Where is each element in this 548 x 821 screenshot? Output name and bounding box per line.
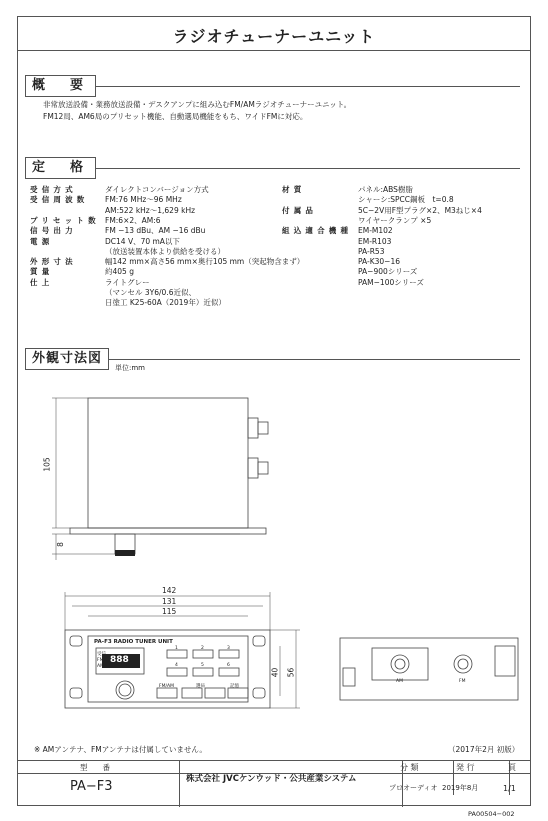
category-value: プロオーディオ (389, 784, 438, 792)
category-header: 分 類 (400, 763, 419, 772)
spec-value: PA-K30−16 (358, 257, 401, 267)
front-rec-label: 受信 (97, 652, 106, 657)
spec-value: PA-R53 (358, 246, 385, 256)
spec-value: （放送装置本体より供給を受ける） (105, 246, 225, 256)
spec-label: 材質 (282, 185, 306, 194)
front-fmam-label: FM/AM (159, 684, 174, 689)
overview-heading: 概 要 (25, 75, 96, 97)
spec-value: シャーシ:SPCC鋼板 t=0.8 (358, 195, 454, 205)
page-header: 頁 (508, 763, 516, 772)
preset-num-1: 1 (175, 646, 178, 651)
spec-label: 質量 (30, 267, 54, 277)
preset-num-6: 6 (227, 663, 230, 668)
spec-label: 外形寸法 (30, 257, 77, 267)
front-fm-label: FM (97, 658, 104, 663)
spec-label: 受信周波数 (30, 195, 89, 205)
model-header: 型 番 (80, 763, 110, 772)
dim-131: 131 (162, 597, 177, 606)
overview-line-1: 非常放送設備・業務放送設備・デスクアンプに組み込むFM/AMラジオチューナーユニット。 (43, 100, 352, 109)
company-name: 株式会社 JVCケンウッド・公共産業システム (186, 774, 357, 784)
spec-value: 日塗工 K25-60A（2019年）近似） (105, 298, 226, 308)
dim-115: 115 (162, 607, 177, 616)
dim-8: 8 (55, 542, 65, 547)
preset-num-4: 4 (175, 663, 178, 668)
overview-line-2: FM12局、AM6局のプリセット機能、自動選局機能をもち、ワイドFMに対応。 (43, 112, 308, 121)
spec-value: FM −13 dBu、AM −16 dBu (105, 226, 206, 236)
specs-heading: 定 格 (25, 157, 96, 179)
side-bracket (70, 528, 266, 534)
front-unit-label: PA-F3 RADIO TUNER UNIT (94, 639, 173, 645)
rear-fm-connector (454, 655, 472, 673)
side-body (88, 398, 248, 528)
front-seek-label: 選局 (196, 684, 205, 689)
spec-value: PA−900シリーズ (358, 267, 418, 277)
spec-label: 仕上 (30, 277, 54, 287)
spec-value: 幅142 mm×高さ56 mm×奥行105 mm（突起物含まず） (105, 257, 305, 267)
side-connector-2 (248, 458, 258, 478)
front-lcd-digits: 888 (110, 655, 129, 665)
spec-value: ダイレクトコンバージョン方式 (105, 185, 209, 194)
front-am-label: AM (97, 664, 104, 669)
page-value: 1/1 (503, 784, 516, 793)
spec-value: DC14 V、70 mA以下 (105, 236, 180, 246)
spec-label: 組込適合機種 (282, 226, 353, 236)
spec-label: 信号出力 (30, 226, 77, 236)
rear-body (340, 638, 518, 700)
antenna-note: ※ AMアンテナ、FMアンテナは付属していません。 (34, 745, 207, 754)
spec-value: EM-M102 (358, 226, 393, 236)
model-number: PA−F3 (70, 779, 113, 794)
side-connector-1 (248, 418, 258, 438)
document-number: PA00504−002 (468, 810, 515, 818)
spec-value: FM:76 MHz〜96 MHz (105, 195, 182, 205)
spec-value: 約405 g (105, 267, 134, 277)
front-mem-label: 記憶 (230, 684, 239, 689)
spec-label: 受信方式 (30, 185, 77, 194)
side-knob-base (115, 550, 135, 556)
issue-value: 2019年8月 (442, 784, 479, 792)
spec-value: ワイヤークランプ ×5 (358, 215, 432, 225)
spec-value: （マンセル 3Y6/0.6近似、 (105, 288, 196, 297)
unit-label: 単位:mm (115, 364, 145, 372)
spec-value: パネル:ABS樹脂 (358, 185, 413, 194)
spec-value: EM-R103 (358, 236, 392, 246)
dim-142: 142 (162, 586, 177, 595)
document-title: ラジオチューナーユニット (172, 27, 376, 46)
preset-num-2: 2 (201, 646, 204, 651)
spec-label: 付属品 (282, 205, 318, 215)
spec-value: PAM−100シリーズ (358, 277, 424, 287)
spec-label: プリセット数 (30, 215, 100, 225)
dimensions-heading: 外観寸法図 (25, 348, 109, 370)
preset-num-3: 3 (227, 646, 230, 651)
spec-value: ライトグレー (105, 277, 150, 287)
preset-num-5: 5 (201, 663, 204, 668)
rear-am-connector (391, 655, 409, 673)
spec-value: AM:522 kHz〜1,629 kHz (105, 205, 196, 215)
spec-value: FM:6×2、AM:6 (105, 215, 161, 225)
issue-header: 発 行 (456, 763, 475, 772)
spec-label: 電源 (30, 236, 54, 246)
rear-fm-label: FM (459, 679, 466, 684)
rear-am-label: AM (396, 679, 403, 684)
spec-value: 5C−2V用F型プラグ×2、M3ねじ×4 (358, 205, 482, 215)
dim-105: 105 (42, 457, 52, 472)
dim-40: 40 (270, 667, 280, 678)
dim-56: 56 (286, 667, 296, 678)
edition-date: （2017年2月 初版） (448, 745, 520, 754)
